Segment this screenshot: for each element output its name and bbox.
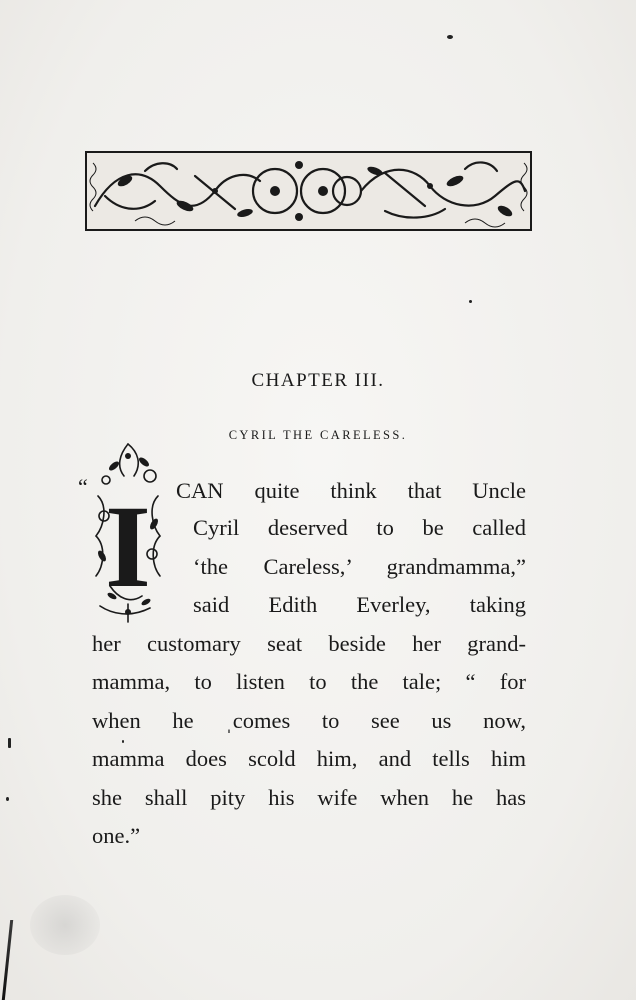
opening-quote-mark: “ xyxy=(78,474,88,499)
text-line: mamma does scold him, and tells him xyxy=(92,746,526,771)
decorated-initial-i xyxy=(90,436,166,624)
ink-speck xyxy=(469,300,472,303)
text-line: her customary seat beside her grand- xyxy=(92,631,526,656)
text-line: said Edith Everley, taking xyxy=(193,592,526,617)
text-line: when he ˌcomes to see us now, xyxy=(92,708,526,733)
text-line: ‘the Careless,’ grandmamma,” xyxy=(193,554,526,579)
ink-speck xyxy=(8,738,11,748)
chapter-title: CHAPTER III. xyxy=(251,370,385,391)
text-line: one.” xyxy=(92,823,141,848)
chapter-subtitle: CYRIL THE CARELESS. xyxy=(228,428,408,442)
ink-speck xyxy=(447,35,453,39)
paper-smudge xyxy=(30,895,100,955)
ornamental-headpiece xyxy=(85,151,532,231)
text-line: Cyril deserved to be called xyxy=(193,515,526,540)
ink-speck xyxy=(122,740,124,743)
dropcap-letter: I xyxy=(105,481,151,612)
scan-edge-mark xyxy=(2,920,13,1000)
text-line: mamma, to listen to the tale; “ for xyxy=(92,669,526,694)
text-line: CAN quite think that Uncle xyxy=(176,478,526,503)
text-line: she shall pity his wife when he has xyxy=(92,785,526,810)
ink-speck xyxy=(6,797,9,801)
